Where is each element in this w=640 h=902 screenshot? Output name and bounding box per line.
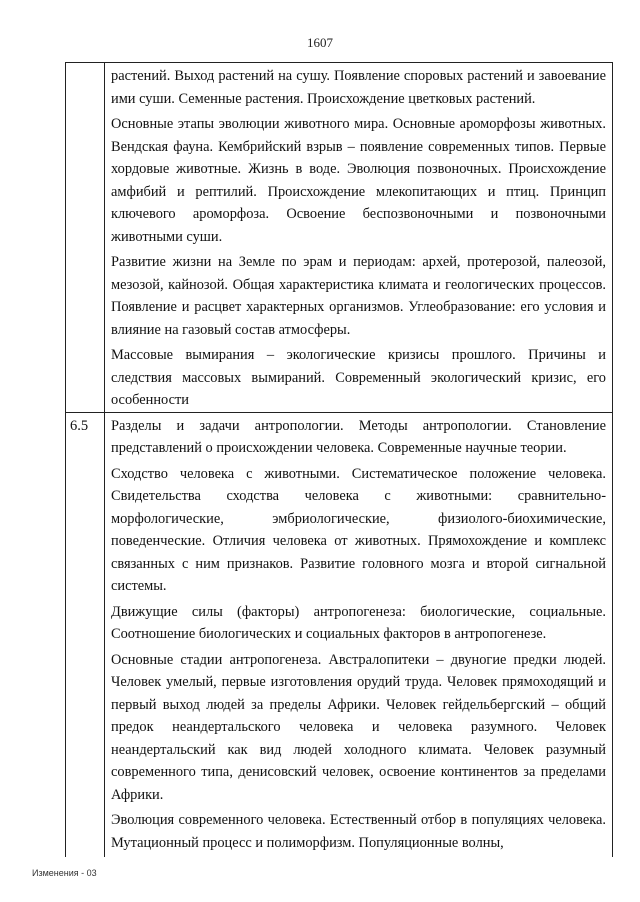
paragraph: Основные стадии антропогенеза. Австралопитеки – двуногие предки людей. Человек умелый, первые изготовления орудий труда. Человек прямоходящий и первый выход людей за пределы Африки. Человек гейдельбергский – общий предок неандертальского человека и человека разумного. Человек неандертальский как вид людей холодного климата. Человек разумный современного типа, денисовский человек, освоение континентов за пределами Африки. [111,651,606,803]
paragraph: Движущие силы (факторы) антропогенеза: биологические, социальные. Соотношение биологических и социальных факторов в антропогенезе. [111,603,606,642]
section-content-cell [105,63,613,413]
paragraph: Эволюция современного человека. Естественный отбор в популяциях человека. Мутационный процесс и полиморфизм. Популяционные волны, [111,812,606,851]
paragraph: растений. Выход растений на сушу. Появление споровых растений и завоевание ими суши. Семенные растения. Происхождение цветковых растений. [111,68,606,107]
section-content-cell [105,412,613,857]
curriculum-table [65,62,613,857]
section-number-cell: 6.5 [66,412,105,857]
paragraph: Сходство человека с животными. Систематическое положение человека. Свидетельства сходства человека с животными: сравнительно-морфологические, эмбриологические, физиолого-биохимические, поведенческие. Отличия человека от животных. Прямохождение и комплекс связанных с ним признаков. Развитие головного мозга и второй сигнальной системы. [111,465,606,594]
paragraph: Разделы и задачи антропологии. Методы антропологии. Становление представлений о происхождении человека. Современные научные теории. [111,417,606,456]
paragraph: Массовые вымирания – экологические кризисы прошлого. Причины и следствия массовых вымираний. Современный экологический кризис, его особенности [111,347,606,408]
page-number: 1607 [307,35,333,50]
paragraph: Основные этапы эволюции животного мира. Основные ароморфозы животных. Вендская фауна. Кембрийский взрыв – появление современных типов. Первые хордовые животные. Жизнь в воде. Эволюция позвоночных. Происхождение амфибий и рептилий. Происхождение млекопитающих и птиц. Принцип ключевого ароморфоза. Освоение беспозвоночными и позвоночными животными суши. [111,116,606,245]
table-row [66,63,613,413]
paragraph: Развитие жизни на Земле по эрам и периодам: архей, протерозой, палеозой, мезозой, кайнозой. Общая характеристика климата и геологических процессов. Появление и расцвет характерных организмов. Углеобразование: его условия и влияние на газовый состав атмосферы. [111,254,606,338]
footer-revision-note: Изменения - 03 [32,868,97,878]
section-number-cell [66,63,105,413]
table-row [66,412,613,857]
